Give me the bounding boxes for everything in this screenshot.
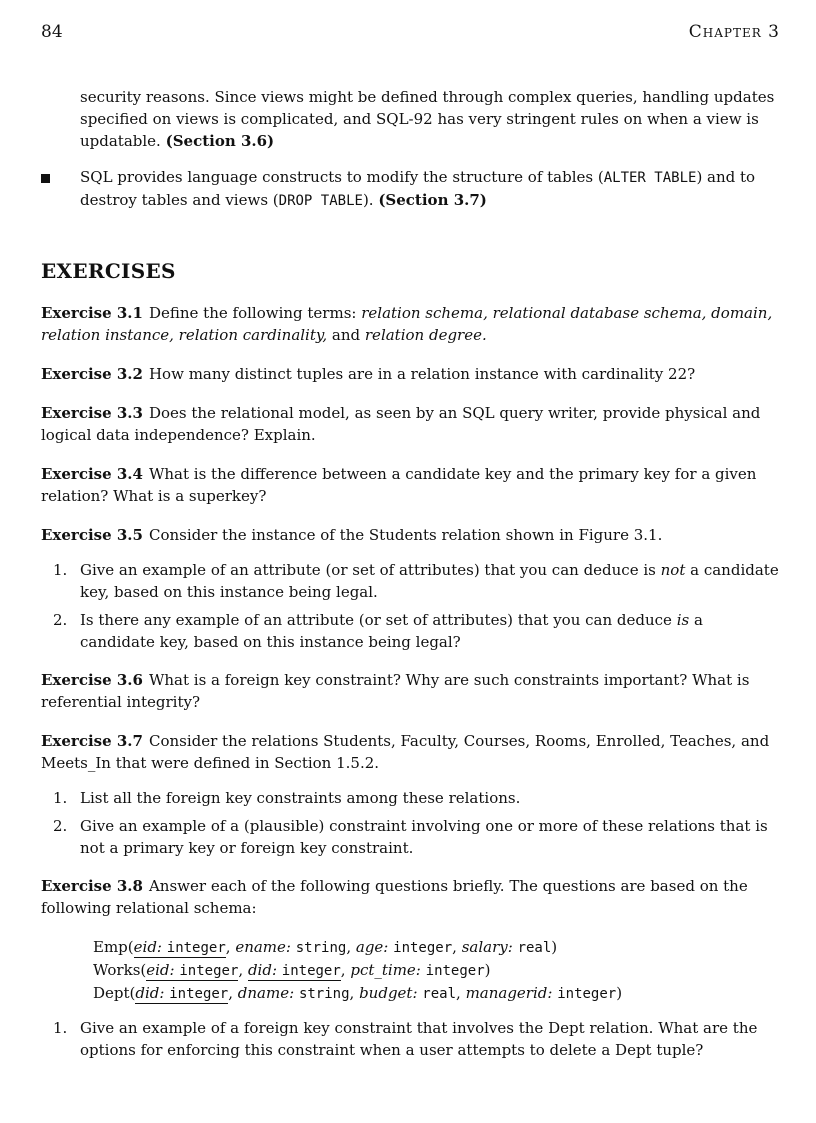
code-text: real — [517, 940, 552, 956]
text-run: Dept( — [93, 984, 136, 1002]
code-text: integer — [425, 963, 485, 979]
text-run: , — [346, 938, 356, 956]
text-run: a candidate key, based on this instance being legal. — [80, 561, 779, 601]
exercise — [41, 524, 780, 546]
subquestion — [41, 559, 780, 603]
subquestion — [41, 609, 780, 653]
code-text: integer — [393, 940, 453, 956]
emphasized-text: not — [660, 561, 686, 579]
text-run: ) — [616, 984, 623, 1002]
subquestion-number: 2. — [53, 817, 68, 835]
emphasized-text: managerid: — [465, 984, 553, 1002]
exercise — [41, 363, 780, 385]
exercise — [41, 302, 780, 346]
code-text: integer — [557, 986, 617, 1002]
text-run: What is a foreign key constraint? Why are such constraints important? What is referential integrity? — [41, 671, 750, 711]
chapter-summary-bullets — [41, 86, 780, 212]
emphasized-text: is — [676, 611, 690, 629]
emphasized-text: dname: — [237, 984, 295, 1002]
text-run: ) and to destroy tables and views ( — [80, 168, 756, 209]
exercise-label: Exercise 3.5 — [41, 526, 143, 544]
text-run: Consider the instance of the Students relation shown in Figure 3.1. — [148, 526, 663, 544]
emphasized-text: salary: — [461, 938, 513, 956]
emphasized-text: budget: — [359, 984, 418, 1002]
text-run: Define the following terms: — [148, 304, 362, 322]
schema-line — [93, 959, 780, 982]
code-text: real — [422, 986, 457, 1002]
subquestion — [41, 815, 780, 859]
schema-line — [93, 982, 780, 1005]
exercise-label: Exercise 3.3 — [41, 404, 143, 422]
emphasized-text: relation degree. — [364, 326, 487, 344]
exercise-label: Exercise 3.7 — [41, 732, 143, 750]
code-text: integer — [179, 963, 239, 979]
text-run: security reasons. Since views might be defined through complex queries, handling updates specified on views is complicated, and SQL-92 has very stringent rules on when a view is updatable. — [80, 88, 775, 150]
text-run: , — [340, 961, 351, 979]
text-run: Does the relational model, as seen by an SQL query writer, provide physical and logical data independence? Explain. — [41, 404, 761, 444]
text-run: , — [225, 938, 236, 956]
code-text: integer — [166, 940, 226, 956]
emphasized-text: ename: — [235, 938, 291, 956]
emphasized-text: did: — [247, 961, 277, 979]
text-run: and — [327, 326, 365, 344]
text-run: What is the difference between a candidate key and the primary key for a given relation? What is a superkey? — [41, 465, 757, 505]
chapter-title: Chapter 3 — [688, 22, 780, 42]
exercise-label: Exercise 3.4 — [41, 465, 143, 483]
emphasized-text: eid: — [133, 938, 162, 956]
exercise-label: Exercise 3.6 — [41, 671, 143, 689]
subquestion-number: 1. — [53, 789, 68, 807]
code-text: integer — [169, 986, 229, 1002]
code-text: string — [295, 940, 347, 956]
exercise-subquestions — [41, 787, 780, 859]
text-run: a candidate key, based on this instance being legal? — [80, 611, 703, 651]
exercise-label: Exercise 3.8 — [41, 877, 143, 895]
emphasized-text: pct_time: — [350, 961, 421, 979]
exercises-list — [41, 302, 780, 1061]
text-run: Give an example of a foreign key constraint that involves the Dept relation. What are the options for enforcing this constraint when a user attempts to delete a Dept tuple? — [80, 1019, 758, 1059]
subquestion — [41, 1017, 780, 1061]
emphasized-text: did: — [135, 984, 165, 1002]
bullet-continuation — [41, 86, 780, 152]
subquestion — [41, 787, 780, 809]
page-body — [41, 86, 780, 1077]
emphasized-text: eid: — [146, 961, 175, 979]
running-header — [41, 22, 780, 46]
exercise-label: Exercise 3.2 — [41, 365, 143, 383]
exercise — [41, 875, 780, 919]
text-run: ). — [362, 191, 379, 209]
subquestion-number: 2. — [53, 611, 68, 629]
code-text: ALTER TABLE — [603, 170, 697, 186]
text-run: , — [238, 961, 248, 979]
text-run: , — [228, 984, 238, 1002]
exercise — [41, 730, 780, 774]
text-run: Give an example of a (plausible) constraint involving one or more of these relations that is not a primary key or foreign key constraint. — [80, 817, 768, 857]
exercises-heading: EXERCISES — [41, 259, 176, 283]
text-run: , — [349, 984, 360, 1002]
text-run: Is there any example of an attribute (or set of attributes) that you can deduce — [80, 611, 677, 629]
bullet-item — [41, 166, 780, 212]
text-run: Emp( — [93, 938, 134, 956]
code-text: DROP TABLE — [278, 193, 363, 209]
page-number: 84 — [41, 22, 63, 42]
subquestion-number: 1. — [53, 561, 68, 579]
text-run: , — [456, 984, 466, 1002]
text-run: How many distinct tuples are in a relation instance with cardinality 22? — [148, 365, 696, 383]
exercise — [41, 402, 780, 446]
emphasized-text: relation schema, relational database schema, domain, relation instance, relation cardinality, — [41, 304, 773, 344]
section-reference: (Section 3.7) — [378, 191, 487, 209]
code-text: integer — [281, 963, 341, 979]
text-run: ) — [551, 938, 558, 956]
emphasized-text: age: — [355, 938, 389, 956]
text-run: Works( — [93, 961, 147, 979]
text-run: Answer each of the following questions briefly. The questions are based on the following relational schema: — [41, 877, 748, 917]
schema-line — [93, 936, 780, 959]
square-bullet-icon — [41, 174, 50, 183]
text-run: Give an example of an attribute (or set of attributes) that you can deduce is — [80, 561, 661, 579]
code-text: string — [298, 986, 350, 1002]
exercise-subquestions — [41, 1017, 780, 1061]
text-run: List all the foreign key constraints among these relations. — [80, 789, 521, 807]
section-reference: (Section 3.6) — [165, 132, 275, 150]
exercise-subquestions — [41, 559, 780, 653]
text-run: SQL provides language constructs to modify the structure of tables ( — [80, 168, 604, 186]
text-run: Consider the relations Students, Faculty, Courses, Rooms, Enrolled, Teaches, and Meets_In that were defined in Section 1.5.2. — [41, 732, 770, 772]
text-run: ) — [484, 961, 491, 979]
exercise — [41, 669, 780, 713]
subquestion-number: 1. — [53, 1019, 68, 1037]
relational-schema — [93, 936, 780, 1005]
exercise — [41, 463, 780, 507]
exercise-label: Exercise 3.1 — [41, 304, 143, 322]
text-run: , — [452, 938, 462, 956]
